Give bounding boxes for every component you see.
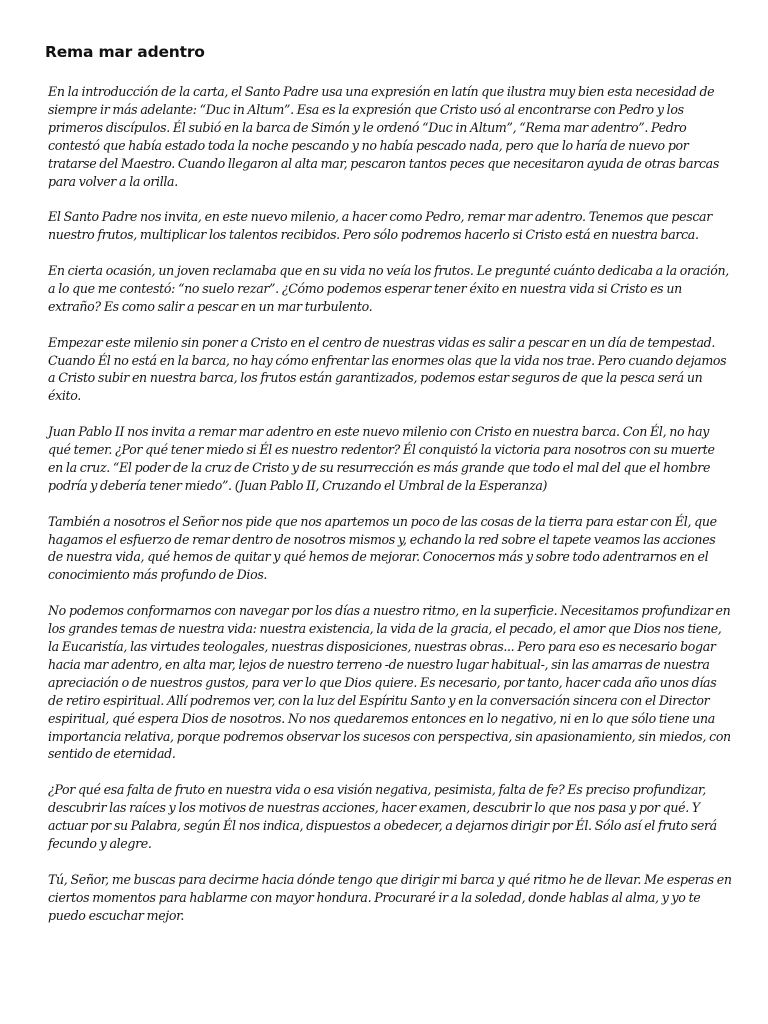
document-title: Rema mar adentro <box>45 43 205 61</box>
paragraph-6: También a nosotros el Señor nos pide que nos apartemos un poco de las cosas de la tierra para estar con Él, que hagamos el esfuerzo de remar dentro de nosotros mismos y, echando la red sobre el tapete veamos las acciones de nuestra vida, qué hemos de quitar y qué hemos de mejorar. Conocernos más y sobre todo adentrarnos en el conocimiento más profundo de Dios. <box>48 513 717 583</box>
paragraph-3: En cierta ocasión, un joven reclamaba que en su vida no veía los frutos. Le pregunté cuánto dedicaba a la oración, a lo que me contestó: “no suelo rezar”. ¿Cómo podemos esperar tener éxito en nuestra vida si Cristo es un extraño? Es como salir a pescar en un mar turbulento. <box>48 263 729 314</box>
paragraph-5: Juan Pablo II nos invita a remar mar adentro en este nuevo milenio con Cristo en nuestra barca. Con Él, no hay qué temer. ¿Por qué tener miedo si Él es nuestro redentor? Él conquistó la victoria para nosotros con su muerte en la cruz. “El poder de la cruz de Cristo y de su resurrección es más grande que todo el mal del que el hombre podría y debería tener miedo”. (Juan Pablo II, Cruzando el Umbral de la Esperanza) <box>48 424 715 493</box>
paragraph-9: Tú, Señor, me buscas para decirme hacia dónde tengo que dirigir mi barca y qué ritmo he de llevar. Me esperas en ciertos momentos para hablarme con mayor hondura. Procuraré ir a la soledad, donde hablas al alma, y yo te puedo escuchar mejor. <box>48 871 732 923</box>
paragraph-1: En la introducción de la carta, el Santo Padre usa una expresión en latín que ilustra muy bien esta necesidad de siempre ir más adelante: “Duc in Altum”. Esa es la expresión que Cristo usó al encontrarse con Pedro y los primeros discípulos. Él subió en la barca de Simón y le ordenó “Duc in Altum”, “Rema mar adentro”. Pedro contestó que había estado toda la noche pescando y no había pescado nada, pero que lo haría de nuevo por tratarse del Maestro. Cuando llegaron al alta mar, pescaron tantos peces que necesitaron ayuda de otras barcas para volver a la orilla. <box>48 84 719 189</box>
paragraph-7: No podemos conformarnos con navegar por los días a nuestro ritmo, en la superficie. Necesitamos profundizar en los grandes temas de nuestra vida: nuestra existencia, la vida de la gracia, el pecado, el amor que Dios nos tiene, la Eucaristía, las virtudes teologales, nuestras disposiciones, nuestras obras... Pero para eso es necesario bogar hacia mar adentro, en alta mar, lejos de nuestro terreno -de nuestro lugar habitual-, sin las amarras de nuestra apreciación o de nuestros gustos, para ver lo que Dios quiere. Es necesario, por tanto, hacer cada año unos días de retiro espiritual. Allí podremos ver, con la luz del Espíritu Santo y en la conversación sincera con el Director espiritual, qué espera Dios de nosotros. No nos quedaremos entonces en lo negativo, ni en lo que sólo tiene una importancia relativa, porque podremos observar los sucesos con perspectiva, sin apasionamiento, sin miedos, con sentido de eternidad. <box>48 603 731 762</box>
paragraph-4: Empezar este milenio sin poner a Cristo en el centro de nuestras vidas es salir a pescar en un día de tempestad. Cuando Él no está en la barca, no hay cómo enfrentar las enormes olas que la vida nos trae. Pero cuando dejamos a Cristo subir en nuestra barca, los frutos están garantizados, podemos estar seguros de que la pesca será un éxito. <box>48 334 727 404</box>
document-body <box>48 83 732 942</box>
paragraph-2: El Santo Padre nos invita, en este nuevo milenio, a hacer como Pedro, remar mar adentro. Tenemos que pescar nuestro frutos, multiplicar los talentos recibidos. Pero sólo podremos hacerlo si Cristo está en nuestra barca. <box>48 209 712 243</box>
paragraph-8: ¿Por qué esa falta de fruto en nuestra vida o esa visión negativa, pesimista, falta de fe? Es preciso profundizar, descubrir las raíces y los motivos de nuestras acciones, hacer examen, descubrir lo que nos pasa y por qué. Y actuar por su Palabra, según Él nos indica, dispuestos a obedecer, a dejarnos dirigir por Él. Sólo así el fruto será fecundo y alegre. <box>48 782 717 851</box>
